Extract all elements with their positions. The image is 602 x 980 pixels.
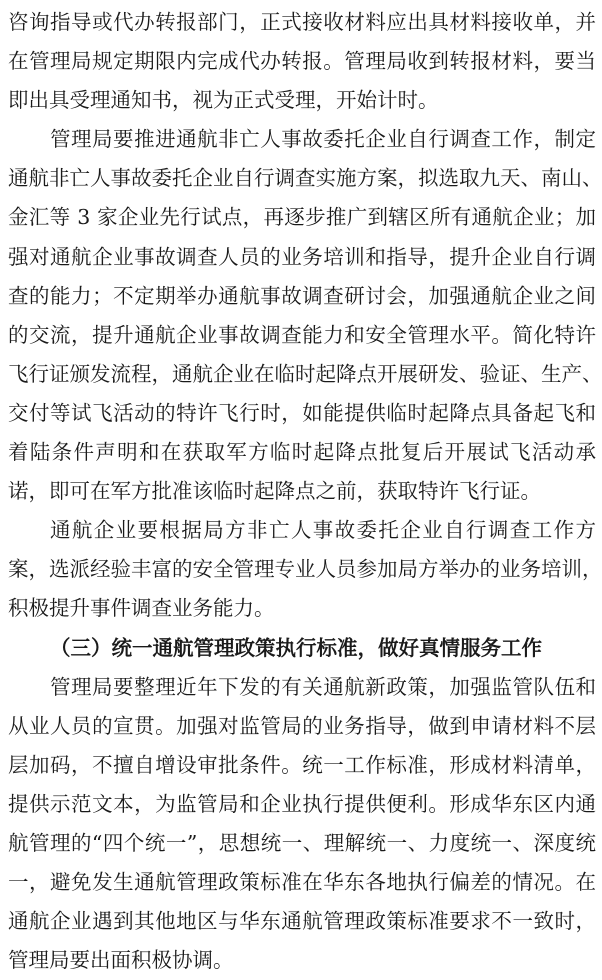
paragraph [8,511,602,628]
text-line: 在管理局规定期限内完成代办转报。管理局收到转报材料，要当 [8,49,596,74]
text-line: 金汇等 3 家企业先行试点，再逐步推广到辖区所有通航企业；加 [8,205,596,230]
text-line: 航管理的“四个统一”，思想统一、理解统一、力度统一、深度统 [8,830,596,855]
text-line: 积极提升事件调查业务能力。 [8,596,275,621]
text-line: 着陆条件声明和在获取军方临时起降点批复后开展试飞活动承 [8,440,596,465]
text-line: 通航企业遇到其他地区与华东通航管理政策标准要求不一致时， [8,909,596,934]
text-line: 管理局要出面积极协调。 [8,948,234,973]
text-line: 案，选派经验丰富的安全管理专业人员参加局方举办的业务培训， [8,557,602,582]
heading-text: （三）统一通航管理政策执行标准，做好真情服务工作 [50,635,542,660]
text-line: 强对通航企业事故调查人员的业务培训和指导，提升企业自行调 [8,244,596,269]
text-line: 飞行证颁发流程，通航企业在临时起降点开展研发、验证、生产、 [8,361,602,386]
text-line: 诺，即可在军方批准该临时起降点之前，获取特许飞行证。 [8,479,541,504]
text-line: 通航非亡人事故委托企业自行调查实施方案，拟选取九天、南山、 [8,166,602,191]
text-line: 提供示范文本，为监管局和企业执行提供便利。形成华东区内通 [8,791,596,816]
text-line: 通航企业要根据局方非亡人事故委托企业自行调查工作方 [50,518,596,543]
text-line: 咨询指导或代办转报部门，正式接收材料应出具材料接收单，并 [8,10,596,34]
text-line: 管理局要推进通航非亡人事故委托企业自行调查工作，制定 [50,127,596,152]
text-line: 一，避免发生通航管理政策标准在华东各地执行偏差的情况。在 [8,870,596,895]
paragraph [8,120,602,511]
paragraph [8,668,596,980]
text-line: 从业人员的宣贯。加强对监管局的业务指导，做到申请材料不层 [8,713,596,738]
text-line: 层加码，不擅自增设审批条件。统一工作标准，形成材料清单， [8,752,596,777]
section-heading [8,629,596,668]
paragraph [8,3,596,120]
text-line: 的交流，提升通航企业事故调查能力和安全管理水平。简化特许 [8,322,596,347]
text-line: 查的能力；不定期举办通航事故调查研讨会，加强通航企业之间 [8,283,596,308]
text-line: 交付等试飞活动的特许飞行时，如能提供临时起降点具备起飞和 [8,400,596,425]
text-line: 管理局要整理近年下发的有关通航新政策，加强监管队伍和 [50,674,596,699]
text-line: 即出具受理通知书，视为正式受理，开始计时。 [8,88,439,113]
document-body [8,3,602,980]
